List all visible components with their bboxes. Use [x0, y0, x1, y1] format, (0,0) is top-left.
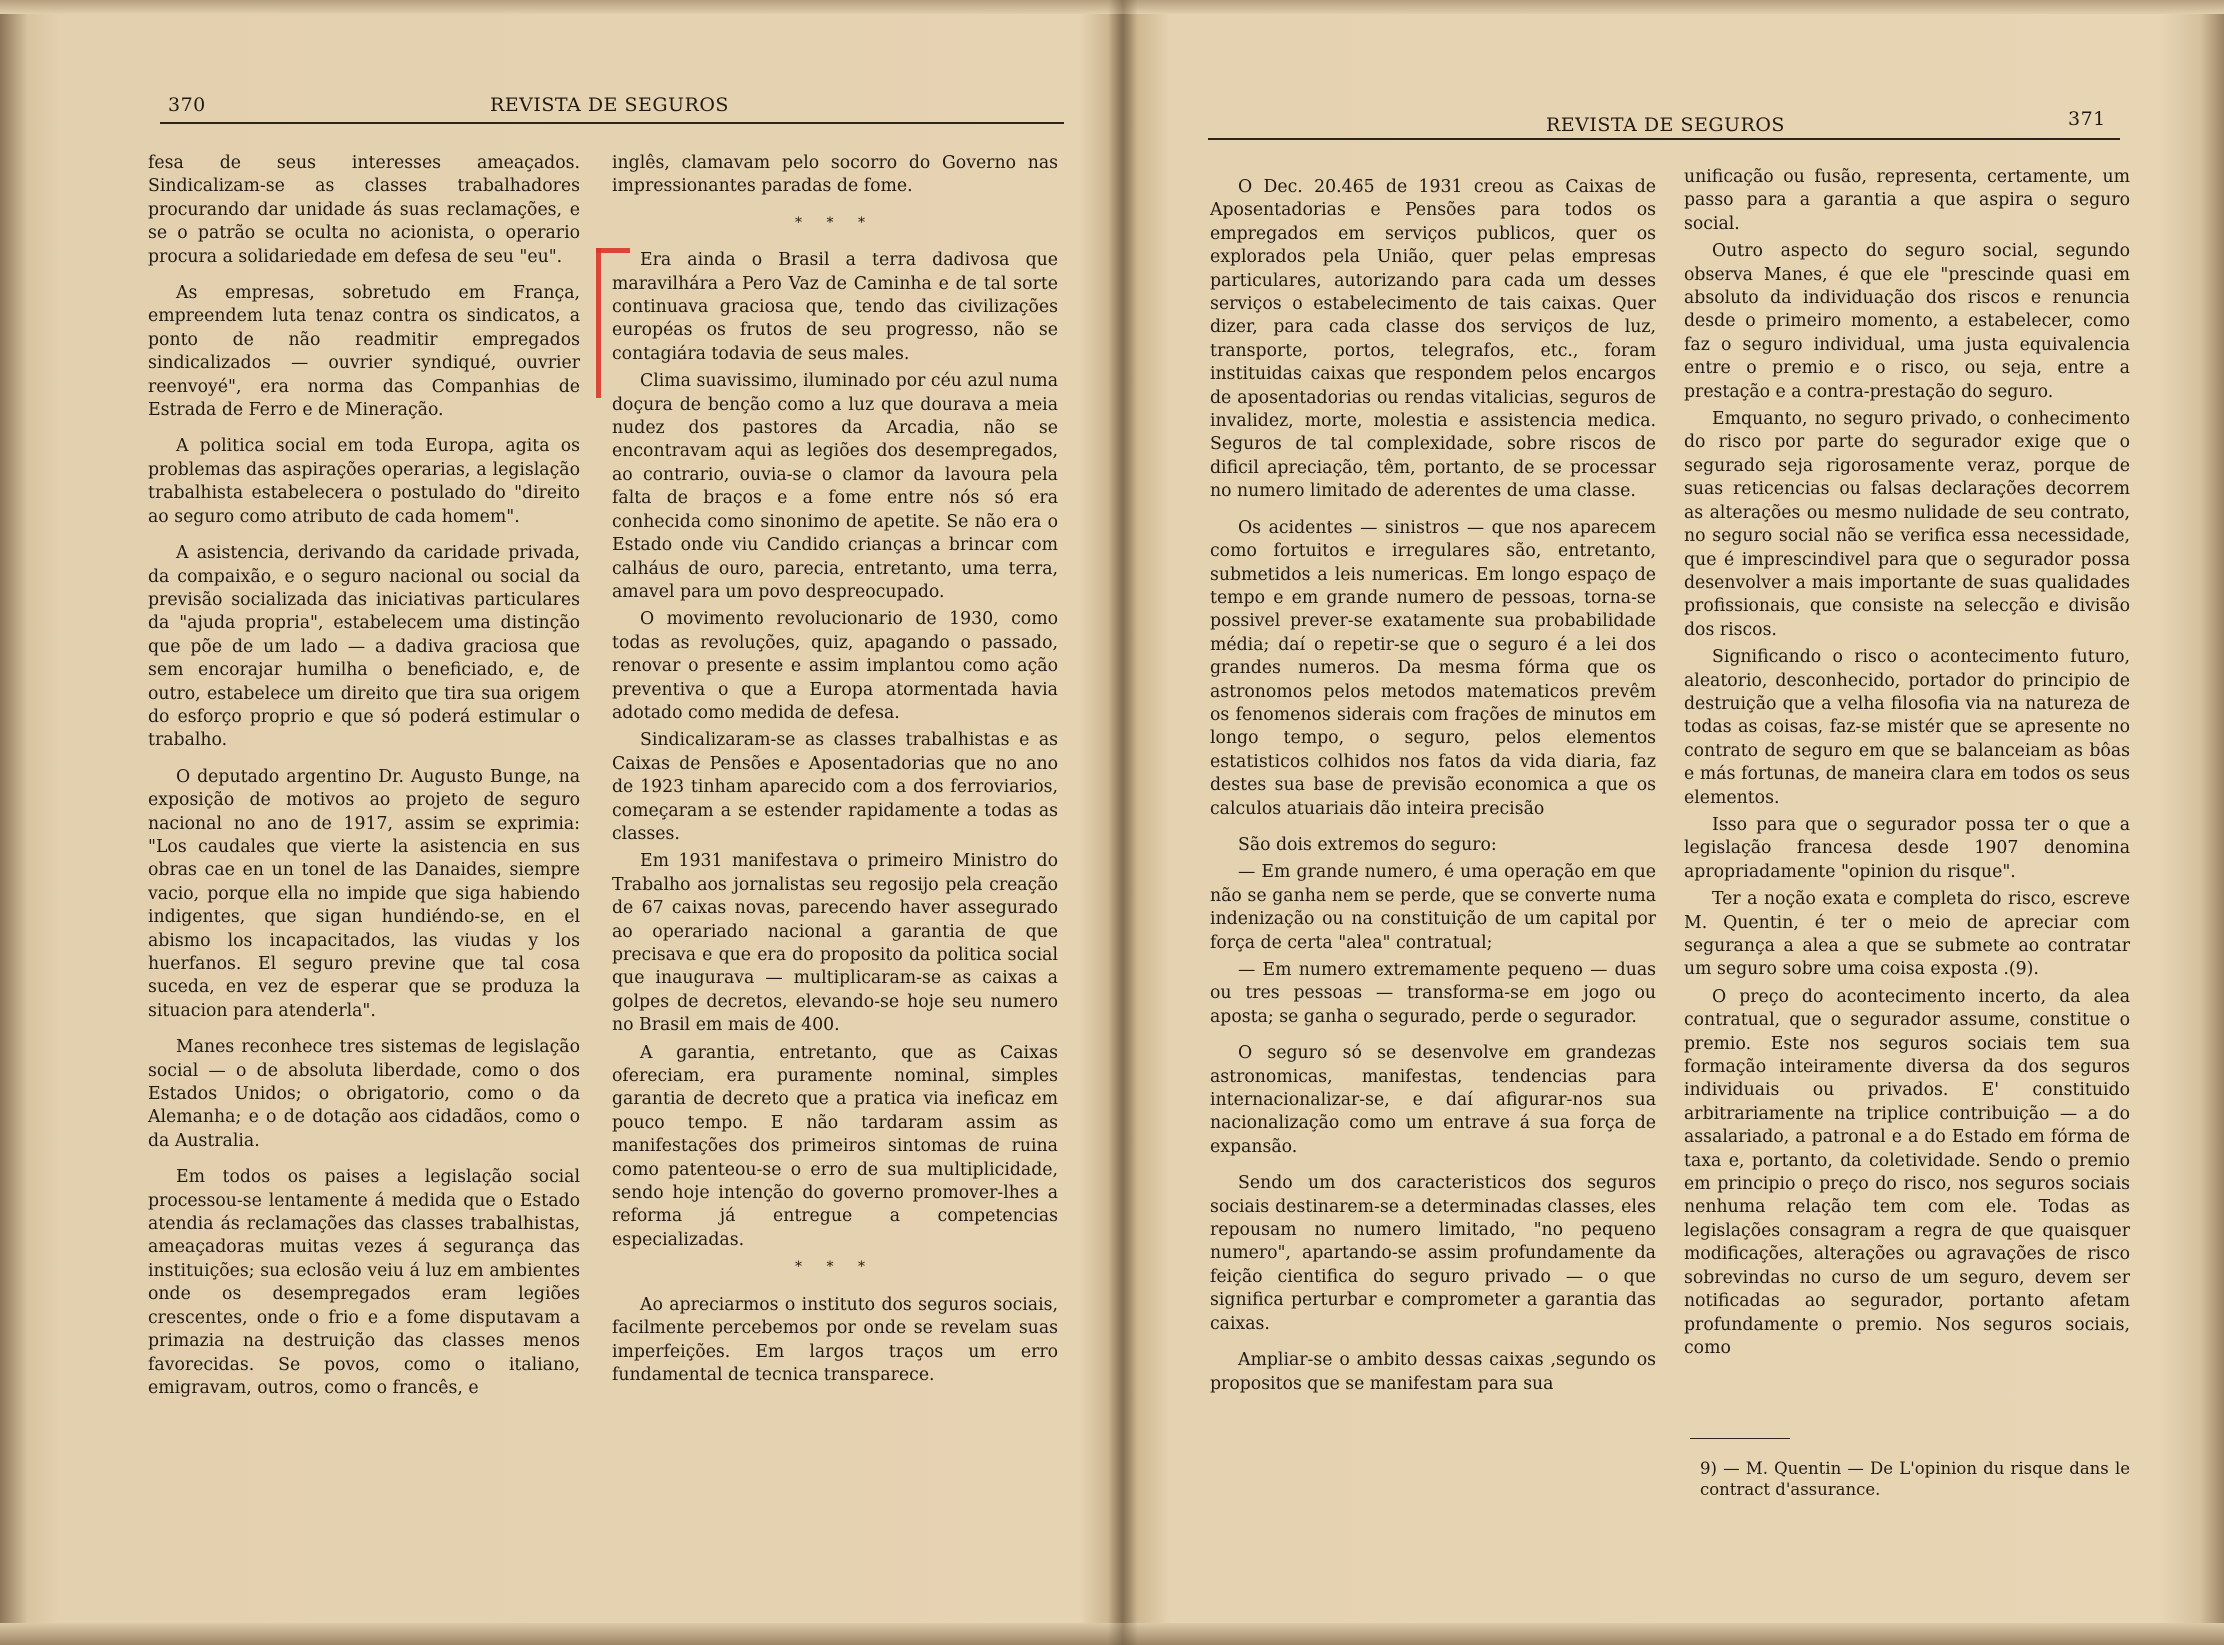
section-separator: * * *	[795, 214, 875, 231]
paragraph: O Dec. 20.465 de 1931 creou as Caixas de Aposentadorias e Pensões para todos os empregados em serviços publicos, quer os explorados pela União, quer pelas empresas particulares, autorizando para cada um desses serviços o estabelecimento de tais caixas. Quer dizer, para cada classe dos serviços de luz, transporte, portos, telegrafos, etc., foram instituidas caixas que respondem pelos encargos de aposentadorias ou rendas vitalicias, seguros de invalidez, morte, molestia e assistencia medica. Seguros de tal complexidade, sobre riscos de dificil apreciação, têm, portanto, de se processar no numero limitado de aderentes de uma classe.	[1210, 177, 1656, 502]
paragraph: — Em grande numero, é uma operação em que não se ganha nem se perde, que se converte numa indenização ou na constituição de um capital por força de certa "alea" contratual;	[1210, 862, 1656, 953]
paragraph: Os acidentes — sinistros — que nos aparecem como fortuitos e irregulares são, entretanto, submetidos a leis numericas. Em longo espaço de tempo e em grande numero de pessoas, torna-se possivel prever-se exatamente sua probabilidade média; daí o repetir-se que o seguro é a lei dos grandes numeros. Da mesma fórma que os astronomos pelos metodos matematicos prevêm os fenomenos siderais com frações de minutos em longo tempo, o seguro, pelos elementos estatisticos colhidos nos fatos da vida diaria, faz destes sua base de previsão economica a que os calculos atuariais dão inteira precisão	[1210, 517, 1656, 819]
paragraph: Ao apreciarmos o instituto dos seguros sociais, facilmente percebemos por onde se revelam suas imperfeições. Em largos traços um erro fundamental de tecnica transparece.	[612, 1294, 1058, 1385]
book-gutter	[1108, 0, 1138, 1645]
left-column-2	[612, 152, 1058, 1400]
section-separator: * * *	[795, 1259, 875, 1276]
paragraph: Sendo um dos caracteristicos dos seguros sociais destinarem-se a determinadas classes, eles repousam no numero limitado, "no pequeno numero", apartando-se assim profundamente da feição cientifica do seguro privado — o que significa perturbar e comprometer a garantia das caixas.	[1210, 1173, 1656, 1334]
paragraph: Clima suavissimo, iluminado por céu azul numa doçura de benção como a luz que dourava a meia nudez dos pastores da Arcadia, não se encontravam aqui as legiões dos desempregados, ao contrario, ouvia-se o clamor da lavoura pela falta de braços e a fome entre nós só era conhecida como sinonimo de apetite. Se não era o Estado onde viu Candido crianças a brincar com calháus de ouro, parecia, entretanto, uma terra, amavel para um povo despreocupado.	[612, 371, 1058, 602]
paragraph: Significando o risco o acontecimento futuro, aleatorio, desconhecido, portador do principio de destruição que a velha filosofia via na natureza de todas as coisas, faz-se mistér que se apresente no contrato de seguro em que se balanceiam as bôas e más fortunas, de maneira clara em todos os seus elementos.	[1684, 647, 2130, 808]
paragraph: A asistencia, derivando da caridade privada, da compaixão, e o seguro nacional ou social da previsão socializada das iniciativas particulares da "ajuda propria", estabelecem uma distinção que põe de um lado — a dadiva graciosa que sem encorajar humilha o beneficiado, e, de outro, estabelece um direito que tira sua origem do esforço proprio e que só poderá estimular o trabalho.	[148, 543, 580, 751]
right-column-2	[1684, 166, 2130, 1364]
paragraph: A politica social em toda Europa, agita os problemas das aspirações operarias, a legislação trabalhista estabelecera o postulado do "direito ao seguro como atributo de cada homem".	[148, 436, 580, 527]
paragraph: Outro aspecto do seguro social, segundo observa Manes, é que ele "prescinde quasi em absoluto da individuação dos riscos e renuncia desde o primeiro momento, a estabelecer, como faz o seguro individual, uma justa equivalencia entre o premio e o risco, ou seja, entre a prestação e a contra-prestação do seguro.	[1684, 241, 2130, 402]
footnote-rule	[1690, 1438, 1790, 1439]
paragraph: Era ainda o Brasil a terra dadivosa que maravilhára a Pero Vaz de Caminha e de tal sorte continuava graciosa que, tendo das civilizações européas os frutos de seu progresso, não se contagiára todavia de seus males.	[612, 250, 1058, 364]
left-running-head: REVISTA DE SEGUROS	[490, 94, 729, 116]
paragraph: O deputado argentino Dr. Augusto Bunge, na exposição de motivos ao projeto de seguro nacional no ano de 1917, assim se exprimia: "Los caudales que vierte la asistencia en sus obras cae en un tonel de las Danaides, siempre vacio, porque ella no impide que siga habiendo indigentes, que sigan hundiéndo-se, en el abismo los incapacitados, las viudas y los huerfanos. El seguro previne que tal cosa suceda, en vez de esperar que se produza la situacion para atenderla".	[148, 766, 580, 1021]
right-header-rule	[1208, 138, 2120, 140]
left-page-number: 370	[168, 94, 206, 116]
paragraph: unificação ou fusão, representa, certamente, um passo para a garantia a que aspira o seguro social.	[1684, 167, 2130, 234]
right-running-head: REVISTA DE SEGUROS	[1546, 114, 1785, 136]
paragraph: O preço do acontecimento incerto, da alea contratual, que o segurador assume, constitue o premio. Este nos seguros sociais tem sua formação inteiramente diversa da dos seguros individuais ou privados. E' constituido arbitrariamente na triplice contribuição — a do assalariado, a patronal e a do Estado em fórma de taxa e, portanto, da coletividade. Sendo o premio em principio o preço do risco, nos seguros sociais nenhuma relação tem com ele. Todas as legislações consagram a regra de que quaisquer modificações, alterações ou agravações de risco sobrevindas no curso de um seguro, devem ser notificadas ao segurador, portanto afetam profundamente o premio. Nos seguros sociais, como	[1684, 986, 2130, 1358]
paragraph: Manes reconhece tres sistemas de legislação social — o de absoluta liberdade, como o dos Estados Unidos; o obrigatorio, como o da Alemanha; e o de dotação aos cidadãos, como o da Australia.	[148, 1037, 580, 1151]
paragraph: Isso para que o segurador possa ter o que a legislação francesa desde 1907 denomina apropriadamente "opinion du risque".	[1684, 814, 2130, 882]
footnote: 9) — M. Quentin — De L'opinion du risque dans le contract d'assurance.	[1700, 1459, 2130, 1499]
left-header-rule	[160, 122, 1064, 124]
paragraph: Sindicalizaram-se as classes trabalhistas e as Caixas de Pensões e Aposentadorias que no ano de 1923 tinham aparecido com a dos ferroviarios, começaram a se estender rapidamente a todas as classes.	[612, 730, 1058, 844]
paragraph: inglês, clamavam pelo socorro do Governo nas impressionantes paradas de fome.	[612, 153, 1058, 197]
paragraph: O movimento revolucionario de 1930, como todas as revoluções, quiz, apagando o passado, renovar o presente e assim implantou como ação preventiva o que a Europa atormentada havia adotado como medida de defesa.	[612, 609, 1058, 723]
paragraph: Ampliar-se o ambito dessas caixas ,segundo os propositos que se manifestam para sua	[1210, 1350, 1656, 1394]
right-column-1	[1210, 176, 1656, 1409]
paragraph: Emquanto, no seguro privado, o conhecimento do risco por parte do segurador exige que o segurado seja rigorosamente veraz, porque de suas reticencias ou falsas declarações decorrem as alterações ou mesmo nulidade de seu contrato, no seguro social não se verifica essa necessidade, que é imprescindivel para que o segurador possa desenvolver a mais importante de suas qualidades profissionais, que consiste na selecção e divisão dos riscos.	[1684, 409, 2130, 640]
right-page-number: 371	[2068, 108, 2106, 130]
paragraph: O seguro só se desenvolve em grandezas astronomicas, manifestas, tendencias para internacionalizar-se, e daí afigurar-nos sua nacionalização como um entrave á sua força de expansão.	[1210, 1043, 1656, 1157]
paragraph: fesa de seus interesses ameaçados. Sindicalizam-se as classes trabalhadores procurando dar unidade ás suas reclamações, e se o patrão se oculta no acionista, o operario procura a solidariedade em defesa de seu "eu".	[148, 153, 580, 267]
paragraph: Em todos os paises a legislação social processou-se lentamente á medida que o Estado atendia ás reclamações das classes trabalhistas, ameaçadoras muitas vezes á segurança das instituições; sua eclosão veiu á luz em ambientes onde os desempregados eram legiões crescentes, onde o frio e a fome disputavam a primazia na destruição das classes menos favorecidas. Se povos, como o italiano, emigravam, outros, como o francês, e	[148, 1167, 580, 1398]
paragraph: A garantia, entretanto, que as Caixas ofereciam, era puramente nominal, simples garantia de decreto que a pratica via ineficaz em pouco tempo. E não tardaram assim as manifestações dos primeiros sintomas de ruina como patenteou-se o erro de sua multiplicidade, sendo hoje intenção do governo promover-lhes a reforma já entregue a competencias especializadas.	[612, 1042, 1058, 1250]
red-pencil-mark	[596, 248, 601, 398]
left-column-1	[148, 152, 580, 1413]
paragraph: — Em numero extremamente pequeno — duas ou tres pessoas — transforma-se em jogo ou aposta; se ganha o segurado, perde o segurador.	[1210, 960, 1656, 1027]
paragraph: As empresas, sobretudo em França, empreendem luta tenaz contra os sindicatos, a ponto de não readmitir empregados sindicalizados — ouvrier syndiqué, ouvrier reenvoyé", era norma das Companhias de Estrada de Ferro e de Mineração.	[148, 283, 580, 421]
paragraph: Ter a noção exata e completa do risco, escreve M. Quentin, é ter o meio de apreciar com segurança a alea a que se submete ao contratar um seguro sobre uma coisa exposta .(9).	[1684, 889, 2130, 980]
paragraph: São dois extremos do seguro:	[1238, 834, 1497, 855]
paragraph: Em 1931 manifestava o primeiro Ministro do Trabalho aos jornalistas seu regosijo pela creação de 67 caixas novas, parecendo haver assegurado ao operariado nacional a garantia de que precisava e que era do proposito da politica social que inaugurava — multiplicaram-se as caixas a golpes de decretos, elevando-se hoje seu numero no Brasil em mais de 400.	[612, 851, 1058, 1036]
